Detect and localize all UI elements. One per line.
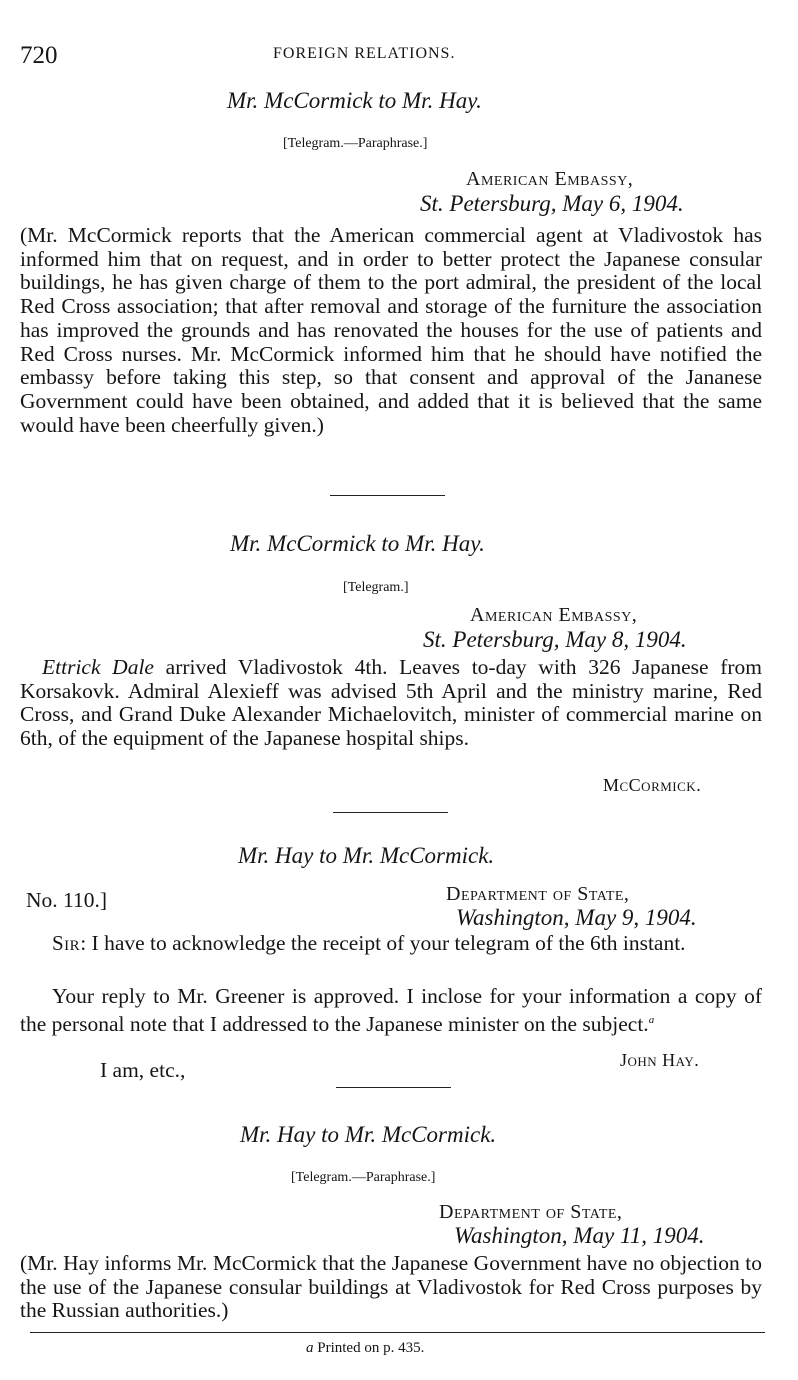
doc4-place: Department of State, <box>439 1201 623 1223</box>
doc1-place: American Embassy, <box>466 168 634 190</box>
section-divider <box>336 1087 451 1088</box>
doc2-note: [Telegram.] <box>343 580 409 595</box>
doc2-dateline: St. Petersburg, May 8, 1904. <box>423 627 687 652</box>
doc2-title: Mr. McCormick to Mr. Hay. <box>230 531 485 556</box>
doc1-title: Mr. McCormick to Mr. Hay. <box>227 88 482 113</box>
section-divider <box>330 495 445 496</box>
doc2-body <box>20 656 762 751</box>
doc4-body: (Mr. Hay informs Mr. McCormick that the Japanese Government have no objection to the use of the Japanese consular buildings at Vladivostok for Red Cross purposes by the Russian authorities.) <box>20 1251 762 1323</box>
doc2-body-text: arrived Vladivostok 4th. Leaves to-day with 326 Japanese from Korsakovk. Admiral Alexieff was advised 5th April and the ministry marine, Red Cross, and Grand Duke Alexander Michaelovitch, minister of commercial marine on 6th, of the equipment of the Japanese hospital ships. <box>20 655 762 751</box>
ship-name: Ettrick Dale <box>42 655 154 679</box>
page-number: 720 <box>20 42 58 69</box>
footnote-rule <box>30 1332 765 1333</box>
doc3-para1-text: : I have to acknowledge the receipt of your telegram of the 6th instant. <box>80 931 686 955</box>
footnote-reference: a <box>648 1013 655 1026</box>
doc1-note: [Telegram.—Paraphrase.] <box>283 136 428 151</box>
doc3-title: Mr. Hay to Mr. McCormick. <box>238 843 495 868</box>
footnote <box>306 1340 424 1357</box>
doc4-title: Mr. Hay to Mr. McCormick. <box>240 1122 497 1147</box>
section-divider <box>333 812 448 813</box>
footnote-mark: a <box>306 1340 314 1356</box>
doc3-number: No. 110.] <box>26 888 108 912</box>
doc3-place: Department of State, <box>446 883 630 905</box>
doc3-para2-text: Your reply to Mr. Greener is approved. I inclose for your information a copy of the personal note that I addressed to the Japanese minister on the subject. <box>20 984 762 1036</box>
doc3-para2 <box>20 985 762 1037</box>
footnote-text: Printed on p. 435. <box>317 1340 425 1356</box>
doc3-dateline: Washington, May 9, 1904. <box>456 905 697 930</box>
doc4-dateline: Washington, May 11, 1904. <box>454 1223 705 1248</box>
doc1-dateline: St. Petersburg, May 6, 1904. <box>420 191 684 216</box>
doc3-closing: I am, etc., <box>100 1058 186 1082</box>
doc2-signature: McCormick. <box>603 775 702 795</box>
doc1-body: (Mr. McCormick reports that the American commercial agent at Vladivostok has informed him that on request, and in order to better protect the Japanese consular buildings, he has given charge of them to the port admiral, the president of the local Red Cross association; that after removal and storage of the furniture the association has improved the grounds and has renovated the houses for the use of patients and Red Cross nurses. Mr. McCormick informed him that he should have notified the embassy before taking this step, so that consent and approval of the Jananese Government could have been obtained, and added that it is believed that the same would have been cheerfully given.) <box>20 223 762 437</box>
doc4-note: [Telegram.—Paraphrase.] <box>291 1170 436 1185</box>
doc2-place: American Embassy, <box>470 604 638 626</box>
running-head: FOREIGN RELATIONS. <box>273 45 456 62</box>
doc3-signature: John Hay. <box>620 1050 700 1070</box>
salutation: Sir <box>52 931 81 955</box>
doc3-para1 <box>20 932 762 956</box>
